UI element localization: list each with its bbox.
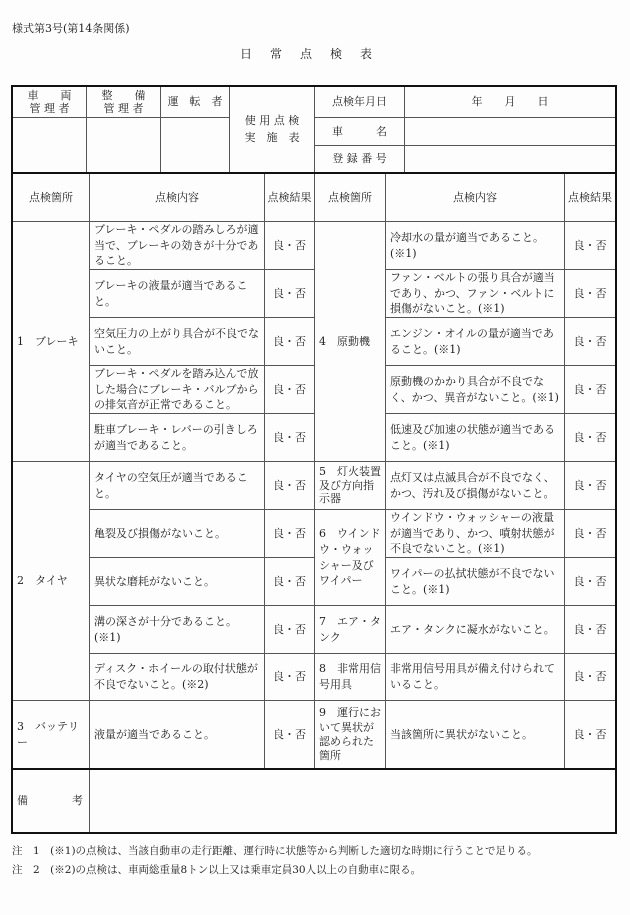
page-title: 日常点検表 xyxy=(239,47,390,61)
result-toggle[interactable]: 良・否 xyxy=(264,317,315,366)
item-content: ブレーキ・ペダルの踏みしろが適当で、ブレーキの効きが十分であること。 xyxy=(89,221,265,270)
result-toggle[interactable]: 良・否 xyxy=(564,269,616,318)
vehicle-manager-label: 車 両 管 理 者 xyxy=(12,86,87,118)
location-battery: 3 バッテリー xyxy=(12,700,90,770)
note-2: 注 2 (※2)の点検は、車両総重量8トン以上又は乗車定員30人以上の自動車に限る。 xyxy=(12,864,422,876)
item-content: タイヤの空気圧が適当であること。 xyxy=(89,461,265,510)
item-content: 点灯又は点滅具合が不良でなく、かつ、汚れ及び損傷がないこと。 xyxy=(385,461,565,510)
result-toggle[interactable]: 良・否 xyxy=(264,509,315,558)
item-content: 非常用信号用具が備え付けられていること。 xyxy=(385,653,565,701)
item-content: 異状な磨耗がないこと。 xyxy=(89,557,265,606)
item-content: 冷却水の量が適当であること。(※1) xyxy=(385,221,565,270)
location-brake: 1 ブレーキ xyxy=(12,221,90,462)
item-content: 当該箇所に異状がないこと。 xyxy=(385,700,565,770)
section-divider xyxy=(11,768,617,770)
result-toggle[interactable]: 良・否 xyxy=(564,700,616,770)
note-1: 注 1 (※1)の点検は、当該自動車の走行距離、運行時に状態等から判断した適切な時期に行うことで足りる。 xyxy=(12,845,538,857)
result-toggle[interactable]: 良・否 xyxy=(564,461,616,510)
item-content: ブレーキ・ペダルを踏み込んで放した場合にブレーキ・バルブからの排気音が正常であること。 xyxy=(89,365,265,414)
result-toggle[interactable]: 良・否 xyxy=(264,413,315,462)
item-content: 溝の深さが十分であること。(※1) xyxy=(89,605,265,654)
location-engine: 4 原動機 xyxy=(314,221,386,462)
location-air-tank: 7 エア・タンク xyxy=(314,605,386,654)
item-content: 駐車ブレーキ・レバーの引きしろが適当であること。 xyxy=(89,413,265,462)
location-tire: 2 タイヤ xyxy=(12,461,90,701)
vehicle-manager-seal-field[interactable] xyxy=(12,117,87,173)
result-toggle[interactable]: 良・否 xyxy=(564,221,616,270)
location-washer-wiper: 6 ウインドウ・ウォッシャー及びワイパー xyxy=(314,509,386,606)
result-toggle[interactable]: 良・否 xyxy=(564,605,616,654)
inspection-date-label: 点検年月日 xyxy=(314,86,405,118)
result-toggle[interactable]: 良・否 xyxy=(264,365,315,414)
result-toggle[interactable]: 良・否 xyxy=(564,557,616,606)
result-toggle[interactable]: 良・否 xyxy=(264,557,315,606)
driver-label: 運 転 者 xyxy=(160,86,230,118)
result-toggle[interactable]: 良・否 xyxy=(264,269,315,318)
result-toggle[interactable]: 良・否 xyxy=(264,605,315,654)
result-toggle[interactable]: 良・否 xyxy=(564,365,616,414)
item-content: 空気圧力の上がり具合が不良でないこと。 xyxy=(89,317,265,366)
header-result-right: 点検結果 xyxy=(564,173,616,222)
item-content: エンジン・オイルの量が適当であること。(※1) xyxy=(385,317,565,366)
result-toggle[interactable]: 良・否 xyxy=(564,413,616,462)
result-toggle[interactable]: 良・否 xyxy=(564,509,616,558)
item-content: 液量が適当であること。 xyxy=(89,700,265,770)
result-toggle[interactable]: 良・否 xyxy=(264,461,315,510)
header-result-left: 点検結果 xyxy=(264,173,315,222)
remarks-label: 備 考 xyxy=(12,769,90,833)
driver-seal-field[interactable] xyxy=(160,117,230,173)
vehicle-name-field[interactable] xyxy=(404,117,616,146)
header-content-left: 点検内容 xyxy=(89,173,265,222)
header-location-right: 点検箇所 xyxy=(314,173,386,222)
header-location-left: 点検箇所 xyxy=(12,173,90,222)
item-content: 亀裂及び損傷がないこと。 xyxy=(89,509,265,558)
location-lights: 5 灯火装置及び方向指示器 xyxy=(314,461,386,510)
item-content: ブレーキの液量が適当であること。 xyxy=(89,269,265,318)
header-content-right: 点検内容 xyxy=(385,173,565,222)
registration-number-label: 登 録 番 号 xyxy=(314,145,405,173)
item-content: ディスク・ホイールの取付状態が不良でないこと。(※2) xyxy=(89,653,265,701)
remarks-field[interactable] xyxy=(89,769,616,833)
inspection-date-field[interactable]: 年 月 日 xyxy=(404,86,616,118)
form-number: 様式第3号(第14条関係) xyxy=(12,22,130,35)
maintenance-manager-seal-field[interactable] xyxy=(86,117,161,173)
item-content: ファン・ベルトの張り具合が適当であり、かつ、ファン・ベルトに損傷がないこと。(※1) xyxy=(385,269,565,318)
result-toggle[interactable]: 良・否 xyxy=(564,317,616,366)
item-content: エア・タンクに凝水がないこと。 xyxy=(385,605,565,654)
maintenance-manager-label: 整 備 管 理 者 xyxy=(86,86,161,118)
location-abnormal-spot: 9 運行において異状が認められた箇所 xyxy=(314,700,386,770)
registration-number-field[interactable] xyxy=(404,145,616,173)
result-toggle[interactable]: 良・否 xyxy=(264,700,315,770)
item-content: 原動機のかかり具合が不良でなく、かつ、異音がないこと。(※1) xyxy=(385,365,565,414)
section-divider xyxy=(11,172,617,174)
result-toggle[interactable]: 良・否 xyxy=(264,221,315,270)
vehicle-name-label: 車 名 xyxy=(314,117,405,146)
result-toggle[interactable]: 良・否 xyxy=(564,653,616,701)
result-toggle[interactable]: 良・否 xyxy=(264,653,315,701)
location-emergency-signal: 8 非常用信号用具 xyxy=(314,653,386,701)
usage-inspection-label: 使 用 点 検 実 施 表 xyxy=(229,86,315,173)
item-content: ワイパーの払拭状態が不良でないこと。(※1) xyxy=(385,557,565,606)
item-content: ウインドウ・ウォッシャーの液量が適当であり、かつ、噴射状態が不良でないこと。(※1) xyxy=(385,509,565,558)
item-content: 低速及び加速の状態が適当であること。(※1) xyxy=(385,413,565,462)
